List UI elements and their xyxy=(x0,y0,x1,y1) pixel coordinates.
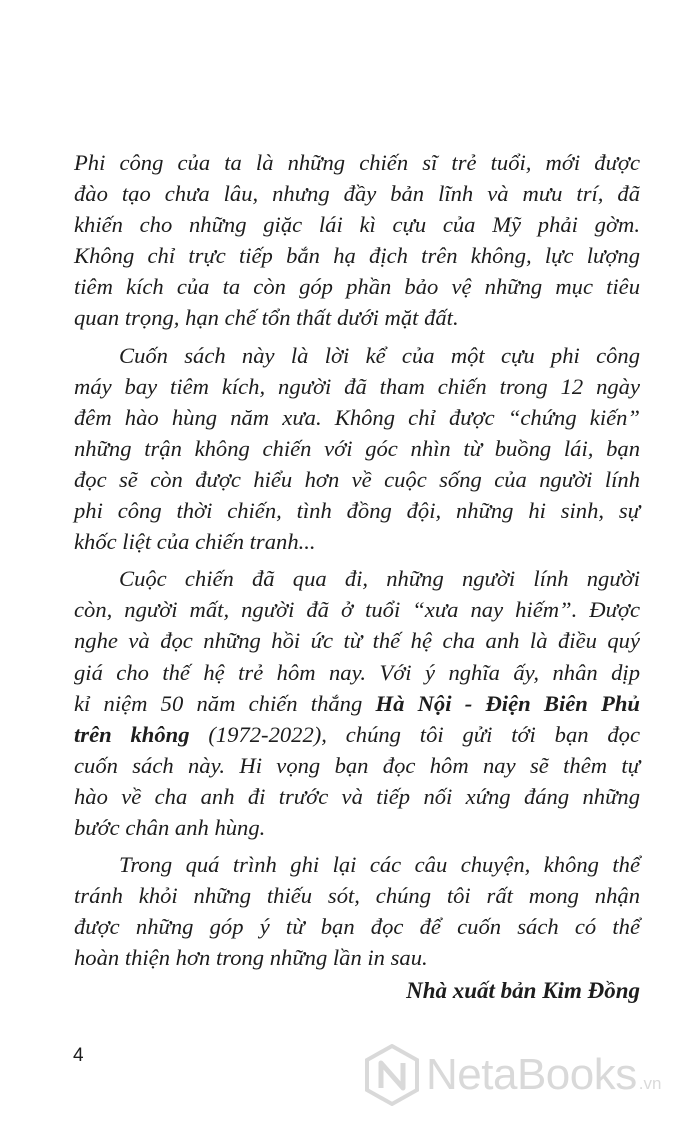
text-line: được những góp ý từ bạn đọc để cuốn sách có thể xyxy=(74,914,640,940)
text-line: tránh khỏi những thiếu sót, chúng tôi rất mong nhận xyxy=(74,883,640,909)
text-line: Không chỉ trực tiếp bắn hạ địch trên không, lực lượng xyxy=(74,243,640,269)
text-line: đọc sẽ còn được hiểu hơn về cuộc sống của người lính xyxy=(74,466,640,492)
text-line: hào về cha anh đi trước và tiếp nối xứng đáng những xyxy=(74,783,640,809)
watermark-brand: NetaBooks xyxy=(426,1050,637,1099)
body-text xyxy=(74,147,640,973)
text-line: nghe và đọc những hồi ức từ thế hệ cha anh là điều quý xyxy=(74,628,640,654)
text-run: (1972-2022), chúng tôi gửi tới bạn đọc xyxy=(189,721,640,747)
watermark-suffix: .vn xyxy=(638,1074,662,1093)
paragraph-4 xyxy=(74,849,640,973)
paragraph-3 xyxy=(74,563,640,843)
text-run: kỉ niệm 50 năm chiến thắng xyxy=(74,690,376,716)
page-number: 4 xyxy=(73,1045,84,1066)
text-line-with-bold xyxy=(74,688,640,719)
watermark xyxy=(364,1044,661,1106)
text-line-with-bold xyxy=(74,719,640,750)
text-line: hoàn thiện hơn trong những lần in sau. xyxy=(74,945,428,971)
text-line: máy bay tiêm kích, người đã tham chiến trong 12 ngày xyxy=(74,373,640,399)
text-line: quan trọng, hạn chế tổn thất dưới mặt đất. xyxy=(74,305,459,331)
paragraph-1 xyxy=(74,147,640,334)
text-line: tiêm kích của ta còn góp phần bảo vệ những mục tiêu xyxy=(74,274,640,300)
bold-title-run: trên không xyxy=(74,721,190,747)
text-line: những trận không chiến với góc nhìn từ buồng lái, bạn xyxy=(74,435,640,461)
text-line: Phi công của ta là những chiến sĩ trẻ tuổi, mới được xyxy=(74,150,640,175)
text-line: Cuốn sách này là lời kể của một cựu phi công xyxy=(119,342,640,368)
text-line: còn, người mất, người đã ở tuổi “xưa nay hiếm”. Được xyxy=(74,597,640,623)
netabooks-logo-icon xyxy=(364,1044,420,1106)
text-line: giá cho thế hệ trẻ hôm nay. Với ý nghĩa ấy, nhân dịp xyxy=(74,659,640,685)
text-line: Cuộc chiến đã qua đi, những người lính người xyxy=(119,566,640,592)
bold-title-run: Hà Nội - Điện Biên Phủ xyxy=(375,690,640,716)
paragraph-2 xyxy=(74,340,640,558)
publisher-signature: Nhà xuất bản Kim Đồng xyxy=(406,978,640,1003)
text-line: cuốn sách này. Hi vọng bạn đọc hôm nay sẽ thêm tự xyxy=(74,752,640,778)
text-line: Trong quá trình ghi lại các câu chuyện, không thể xyxy=(119,852,640,878)
text-line: đào tạo chưa lâu, nhưng đầy bản lĩnh và mưu trí, đã xyxy=(74,181,640,207)
text-line: đêm hào hùng năm xưa. Không chỉ được “chứng kiến” xyxy=(74,404,640,430)
text-line: phi công thời chiến, tình đồng đội, những hi sinh, sự xyxy=(74,498,640,524)
text-line: khốc liệt của chiến tranh... xyxy=(74,529,316,555)
text-line: khiến cho những giặc lái kì cựu của Mỹ phải gờm. xyxy=(74,212,640,238)
text-line: bước chân anh hùng. xyxy=(74,814,266,840)
